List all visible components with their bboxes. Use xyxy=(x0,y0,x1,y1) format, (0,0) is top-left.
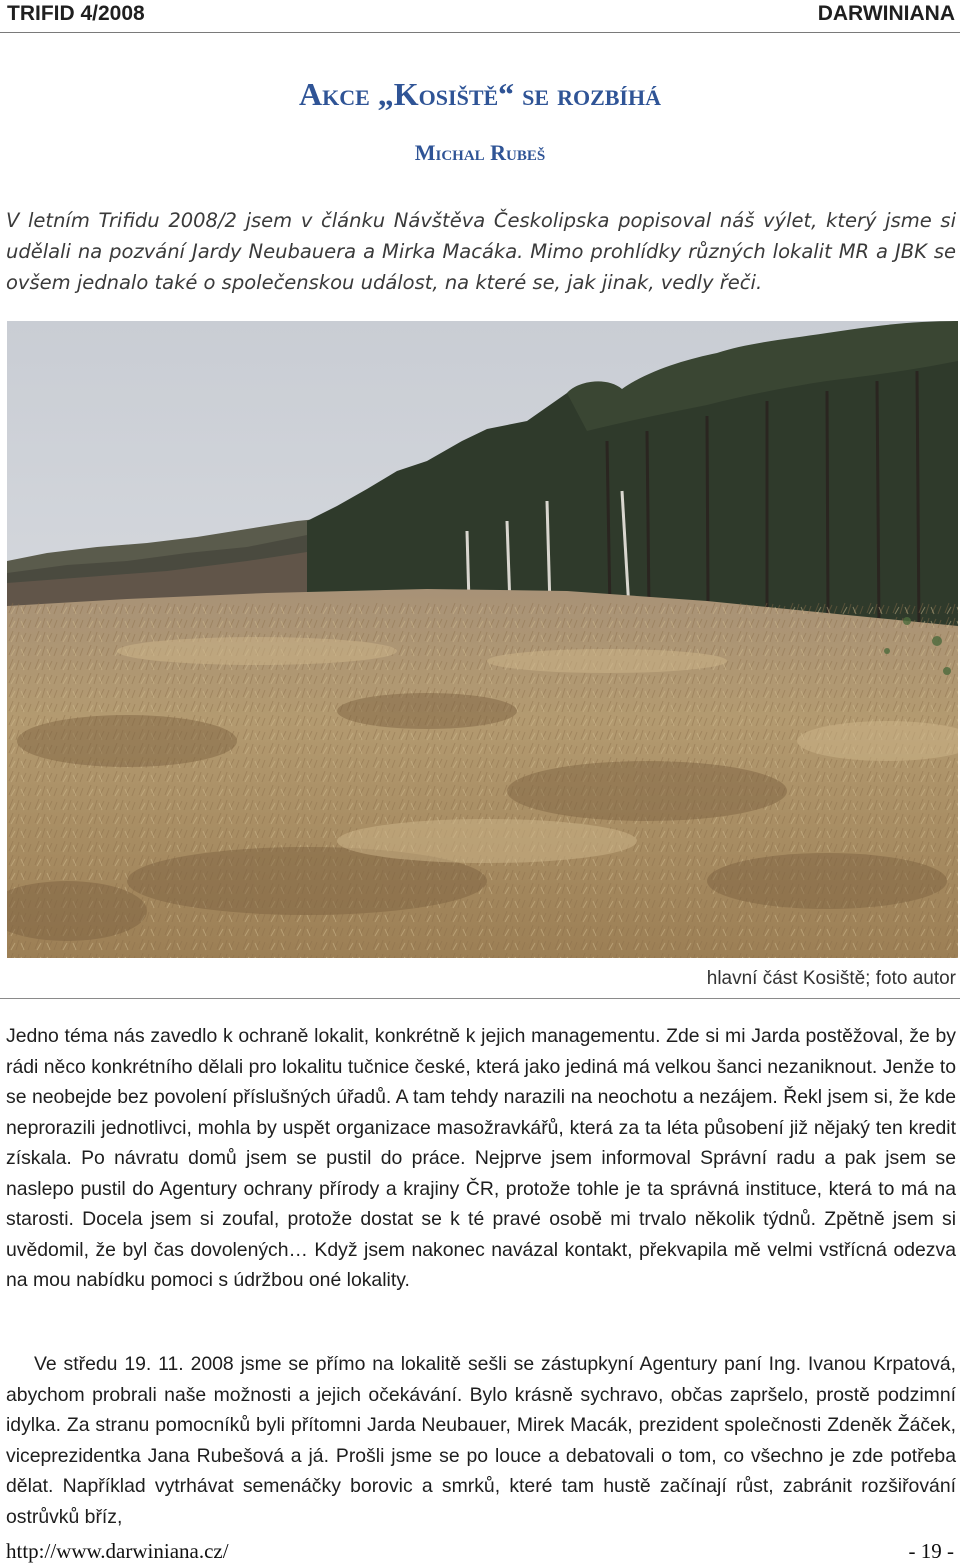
meadow-photo xyxy=(7,321,958,958)
photo-caption: hlavní část Kosiště; foto autor xyxy=(706,968,956,989)
page-header xyxy=(0,0,960,32)
article-title: Akce „Kosiště“ se rozbíhá xyxy=(299,76,661,112)
journal-issue: TRIFID 4/2008 xyxy=(7,2,145,25)
section-name: DARWINIANA xyxy=(817,2,955,25)
page-footer xyxy=(0,1537,960,1567)
page-number: - 19 - xyxy=(908,1539,954,1563)
article-author: Michal Rubeš xyxy=(414,140,546,165)
website-url: http://www.darwiniana.cz/ xyxy=(6,1539,229,1563)
body-paragraph: Jedno téma nás zavedlo k ochraně lokalit, konkrétně k jejich managementu. Zde si mi Jarda postěžoval, že by rádi něco konkrétního dělali pro lokalitu tučnice české, která jako jediná má velkou šanci nezaniknout. Jenže to se neobejde bez povolení příslušných úřadů. A tam tehdy narazili na neochotu a nezájem. Řekl jsem si, že kde neprorazili jednotlivci, mohla by uspět organizace masožravkářů, která za ta léta působení již nějaký ten kredit získala. Po návratu domů jsem se pustil do práce. Nejprve jsem informoval Správní radu a pak jsem se naslepo pustil do Agentury ochrany přírody a krajiny ČR, protože tohle je ta správná instituce, která to má na starosti. Docela jsem si zoufal, protože dostat se k té pravé osobě mi trvalo několik týdnů. Zpětně jsem si uvědomil, že byl čas dovolených… Když jsem nakonec navázal kontakt, překvapila mě velmi vstřícná odezva na mou nabídku pomoci s údržbou oné lokality. xyxy=(6,1025,956,1291)
caption-divider xyxy=(0,998,960,999)
header-divider xyxy=(0,32,960,33)
article-intro: V letním Trifidu 2008/2 jsem v článku Návštěva Českolipska popisoval náš výlet, který jsme si udělali na pozvání Jardy Neubauera a Mirka Macáka. Mimo prohlídky různých lokalit MR a JBK se ovšem jednalo také o společenskou událost, na které se, jak jinak, vedly řeči. xyxy=(6,209,956,294)
body-paragraph: Ve středu 19. 11. 2008 jsme se přímo na lokalitě sešli se zástupkyní Agentury paní Ing. Ivanou Krpatová, abychom probrali naše možnosti a jejich očekávání. Bylo krásně sychravo, občas zapršelo, prostě podzimní idylka. Za stranu pomocníků byli přítomni Jarda Neubauer, Mirek Macák, prezident společnosti Zdeněk Žáček, viceprezidentka Jana Rubešová a já. Prošli jsme se po louce a debatovali o tom, co všechno je zde potřeba dělat. Například vytrhávat semenáčky borovic a smrků, které tam hustě začínají růst, zabránit rozšiřování ostrůvků bříz, xyxy=(6,1353,956,1528)
